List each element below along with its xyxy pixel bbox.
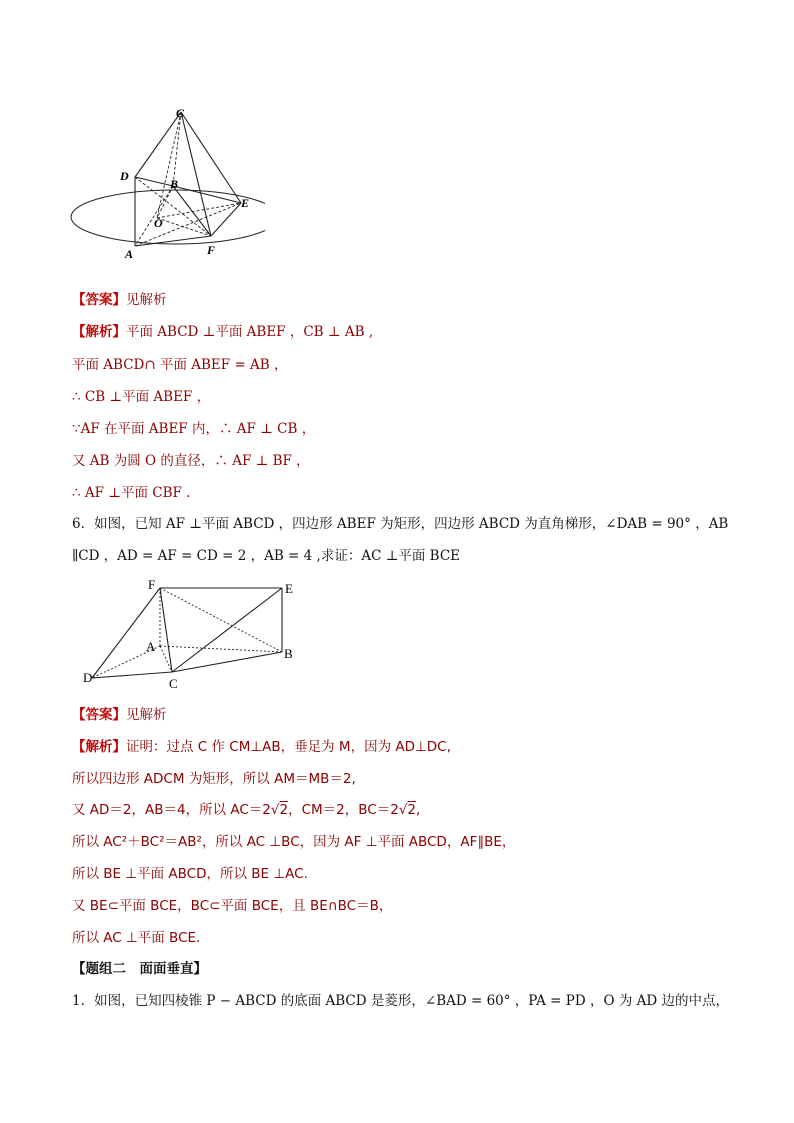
label-F: F	[207, 243, 216, 257]
analysis-1-line-1: 【解析】平面 ABCD ⊥平面 ABEF ，CB ⊥ AB ,	[72, 324, 374, 340]
analysis-2-line-4: 所以 AC²＋BC²＝AB²，所以 AC ⊥BC，因为 AF ⊥平面 ABCD，AF∥BE，	[72, 834, 516, 850]
label-C: C	[169, 676, 178, 691]
figure-2-solid	[80, 576, 310, 691]
label-B: B	[170, 177, 179, 191]
answer-tag: 【答案】	[72, 292, 126, 308]
answer-1	[72, 291, 167, 309]
sqrt-symbol: √	[270, 802, 280, 818]
label-F: F	[148, 577, 156, 592]
problem-6-line-2: ∥CD ，AD = AF = CD = 2 ，AB = 4 ,求证：AC ⊥平面 BCE	[72, 548, 461, 564]
analysis-1-line-5: 又 AB 为圆 O 的直径，∴ AF ⊥ BF ，	[72, 453, 310, 469]
answer-text: 见解析	[126, 292, 167, 308]
analysis-2-line-2: 所以四边形 ADCM 为矩形，所以 AM＝MB＝2,	[72, 771, 356, 787]
analysis-2-line-1: 【解析】证明：过点 C 作 CM⊥AB，垂足为 M，因为 AD⊥DC,	[72, 739, 451, 755]
label-D: D	[120, 169, 129, 183]
analysis-2-line-7: 所以 AC ⊥平面 BCE.	[72, 930, 201, 946]
answer-2	[72, 706, 167, 724]
answer-text: 见解析	[126, 707, 167, 723]
problem-6-line-1: 6．如图，已知 AF ⊥平面 ABCD ，四边形 ABEF 为矩形，四边形 ABCD 为直角梯形，∠DAB = 90° ，AB	[72, 516, 729, 532]
label-E: E	[241, 196, 250, 210]
label-O: O	[154, 216, 163, 230]
analysis-1-line-4: ∵AF 在平面 ABEF 内，∴ AF ⊥ CB ，	[72, 421, 316, 437]
analysis-2-line-3: 又 AD＝2，AB＝4，所以 AC＝2√2，CM＝2，BC＝2√2,	[72, 802, 421, 818]
analysis-tag: 【解析】	[72, 324, 126, 340]
analysis-1-line-2: 平面 ABCD∩ 平面 ABEF = AB ，	[72, 357, 288, 373]
label-A: A	[125, 247, 134, 261]
sqrt-symbol: √	[398, 802, 408, 818]
problem-1-line-1: 1．如图，已知四棱锥 P − ABCD 的底面 ABCD 是菱形，∠BAD = 60° ，PA = PD ，O 为 AD 边的中点，	[72, 993, 729, 1009]
analysis-1-line-6: ∴ AF ⊥平面 CBF .	[72, 485, 191, 501]
label-B: B	[284, 646, 293, 661]
figure-1-solid	[65, 100, 265, 265]
answer-tag: 【答案】	[72, 707, 126, 723]
analysis-tag: 【解析】	[72, 739, 126, 755]
label-E: E	[285, 581, 293, 596]
group-2-title: 【题组二 面面垂直】	[72, 961, 207, 977]
analysis-1-line-3: ∴ CB ⊥平面 ABEF ，	[72, 389, 211, 405]
label-A: A	[146, 639, 156, 654]
label-D: D	[83, 670, 93, 685]
analysis-2-line-6: 又 BE⊂平面 BCE，BC⊂平面 BCE，且 BE∩BC＝B，	[72, 898, 393, 914]
analysis-2-line-5: 所以 BE ⊥平面 ABCD，所以 BE ⊥AC.	[72, 866, 308, 882]
label-C: C	[176, 106, 185, 120]
